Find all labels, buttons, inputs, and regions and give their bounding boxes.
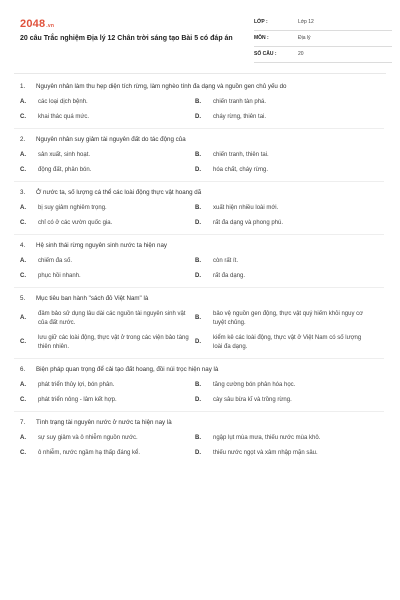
answer-letter: A.: [20, 315, 26, 321]
answer-options: [20, 381, 382, 405]
meta-value: Địa lý: [298, 35, 311, 41]
answer-text: bị suy giảm nghiêm trọng.: [38, 205, 107, 211]
answer-text: hóa chất, cháy rừng.: [213, 167, 269, 173]
answer-option[interactable]: [195, 434, 367, 443]
answer-option[interactable]: [20, 434, 192, 443]
question-item: [20, 82, 382, 129]
answer-text: phục hồi nhanh.: [38, 273, 81, 279]
answer-option[interactable]: [20, 151, 192, 160]
answer-letter: A.: [20, 99, 26, 105]
answer-option[interactable]: [20, 204, 192, 213]
answer-text: cháy rừng, thiên tai.: [213, 114, 267, 120]
question-number: 1.: [20, 83, 26, 90]
header-divider: [14, 73, 386, 74]
answer-text: chiến tranh tàn phá.: [213, 99, 267, 105]
answer-letter: B.: [195, 382, 201, 388]
answer-option[interactable]: [195, 219, 367, 228]
question-item: [20, 188, 382, 235]
answer-option[interactable]: [195, 449, 367, 458]
question-stem: [20, 82, 382, 92]
meta-row-class: [254, 16, 392, 31]
answer-option[interactable]: [20, 166, 192, 175]
answer-option[interactable]: [20, 381, 192, 390]
answer-text: ngập lụt mùa mưa, thiếu nước mùa khô.: [213, 435, 321, 441]
question-list: [20, 82, 382, 464]
answer-option[interactable]: [20, 219, 192, 228]
answer-options: [20, 98, 382, 122]
meta-info: [254, 16, 392, 64]
answer-text: còn rất ít.: [213, 258, 239, 264]
question-text: Biện pháp quan trọng để cải tạo đất hoang, đồi núi trọc hiện nay là: [36, 366, 219, 373]
question-number: 3.: [20, 189, 26, 196]
question-number: 7.: [20, 419, 26, 426]
answer-option[interactable]: [195, 166, 367, 175]
answer-letter: B.: [195, 258, 201, 264]
answer-letter: B.: [195, 315, 201, 321]
answer-text: kiểm kê các loài động, thực vật ở Việt Nam có số lượng loài đa dạng.: [213, 335, 362, 350]
meta-value: 20: [298, 51, 304, 57]
answer-options: [20, 310, 382, 352]
question-number: 6.: [20, 366, 26, 373]
answer-option[interactable]: [195, 204, 367, 213]
question-item: [20, 365, 382, 412]
answer-letter: D.: [195, 114, 201, 120]
question-number: 5.: [20, 295, 26, 302]
answer-letter: A.: [20, 205, 26, 211]
answer-letter: B.: [195, 99, 201, 105]
answer-text: khai thác quá mức.: [38, 114, 90, 120]
answer-text: phát triển nông - lâm kết hợp.: [38, 397, 117, 403]
answer-letter: A.: [20, 152, 26, 158]
question-item: [20, 241, 382, 288]
answer-option[interactable]: [195, 334, 367, 352]
answer-letter: A.: [20, 382, 26, 388]
question-number: 4.: [20, 242, 26, 249]
answer-letter: D.: [195, 397, 201, 403]
answer-text: ô nhiễm, nước ngầm hạ thấp đáng kể.: [38, 450, 141, 456]
answer-option[interactable]: [195, 257, 367, 266]
answer-text: cày sâu bừa kĩ và trồng rừng.: [213, 397, 292, 403]
answer-option[interactable]: [195, 310, 367, 328]
question-divider: [14, 181, 384, 182]
answer-options: [20, 204, 382, 228]
answer-letter: D.: [195, 273, 201, 279]
answer-letter: A.: [20, 435, 26, 441]
question-number: 2.: [20, 136, 26, 143]
question-divider: [14, 287, 384, 288]
answer-text: phát triển thủy lợi, bón phân.: [38, 382, 115, 388]
answer-letter: B.: [195, 152, 201, 158]
answer-option[interactable]: [20, 449, 192, 458]
answer-letter: D.: [195, 220, 201, 226]
answer-text: các loại dịch bệnh.: [38, 99, 88, 105]
site-logo[interactable]: [20, 18, 54, 30]
answer-text: rất đa dạng và phong phú.: [213, 220, 284, 226]
answer-text: thiếu nước ngọt và xâm nhập mặn sâu.: [213, 450, 318, 456]
answer-letter: C.: [20, 339, 26, 345]
question-stem: [20, 135, 382, 145]
document-header: [14, 16, 386, 70]
answer-letter: D.: [195, 167, 201, 173]
answer-letter: A.: [20, 258, 26, 264]
question-text: Hệ sinh thái rừng nguyên sinh nước ta hiện nay: [36, 242, 168, 249]
answer-letter: D.: [195, 450, 201, 456]
question-stem: [20, 188, 382, 198]
question-divider: [14, 358, 384, 359]
answer-option[interactable]: [20, 98, 192, 107]
logo-text: 2048: [20, 18, 46, 30]
answer-option[interactable]: [195, 396, 367, 405]
answer-option[interactable]: [195, 272, 367, 281]
question-divider: [14, 411, 384, 412]
question-text: Nguyên nhân làm thu hẹp diện tích rừng, làm nghèo tính đa dạng và nguồn gen chủ yếu do: [36, 83, 287, 90]
answer-text: rất đa dạng.: [213, 273, 246, 279]
question-item: [20, 418, 382, 458]
answer-text: chiếm đa số.: [38, 258, 73, 264]
question-text: Mục tiêu ban hành "sách đỏ Việt Nam" là: [36, 295, 149, 302]
answer-options: [20, 434, 382, 458]
answer-letter: C.: [20, 450, 26, 456]
answer-options: [20, 257, 382, 281]
question-text: Tình trạng tài nguyên nước ở nước ta hiện nay là: [36, 419, 172, 426]
answer-text: sự suy giảm và ô nhiễm nguồn nước.: [38, 435, 138, 441]
answer-letter: C.: [20, 273, 26, 279]
answer-option[interactable]: [195, 381, 367, 390]
meta-label: MÔN :: [254, 35, 269, 41]
answer-letter: C.: [20, 397, 26, 403]
answer-option[interactable]: [20, 310, 192, 328]
answer-option[interactable]: [195, 113, 367, 122]
answer-option[interactable]: [20, 396, 192, 405]
meta-row-count: [254, 48, 392, 63]
answer-text: chỉ có ở các vườn quốc gia.: [38, 220, 113, 226]
answer-text: chiến tranh, thiên tai.: [213, 152, 269, 158]
answer-text: tăng cường bón phân hóa học.: [213, 382, 296, 388]
question-stem: [20, 418, 382, 428]
question-stem: [20, 241, 382, 251]
question-stem: [20, 365, 382, 375]
answer-text: lưu giữ các loài động, thực vật ở trong các viện bảo tàng thiên nhiên.: [38, 335, 189, 350]
answer-option[interactable]: [20, 113, 192, 122]
meta-value: Lớp 12: [298, 19, 314, 25]
answer-option[interactable]: [195, 151, 367, 160]
question-text: Nguyên nhân suy giảm tài nguyên đất do tác động của: [36, 136, 186, 143]
answer-letter: C.: [20, 167, 26, 173]
question-item: [20, 294, 382, 359]
document-title: 20 câu Trắc nghiệm Địa lý 12 Chân trời sáng tạo Bài 5 có đáp án: [20, 35, 233, 42]
question-divider: [14, 128, 384, 129]
answer-text: bảo vệ nguồn gen động, thực vật quý hiếm khỏi nguy cơ tuyệt chủng.: [213, 311, 364, 326]
answer-letter: C.: [20, 114, 26, 120]
question-text: Ở nước ta, số lượng cá thể các loài động thực vật hoang dã: [36, 189, 202, 196]
answer-letter: B.: [195, 435, 201, 441]
answer-text: động đất, phân bón.: [38, 167, 92, 173]
question-divider: [14, 234, 384, 235]
answer-text: sản xuất, sinh hoạt.: [38, 152, 91, 158]
answer-letter: C.: [20, 220, 26, 226]
answer-text: xuất hiện nhiều loài mới.: [213, 205, 279, 211]
answer-options: [20, 151, 382, 175]
meta-row-subject: [254, 32, 392, 47]
answer-option[interactable]: [20, 257, 192, 266]
question-item: [20, 135, 382, 182]
answer-letter: D.: [195, 339, 201, 345]
logo-suffix: .vn: [46, 23, 55, 29]
answer-text: đảm bảo sử dụng lâu dài các nguồn tài nguyên sinh vật của đất nước.: [38, 311, 186, 326]
meta-label: LỚP :: [254, 19, 268, 25]
meta-label: SỐ CÂU :: [254, 51, 277, 57]
question-stem: [20, 294, 382, 304]
answer-option[interactable]: [195, 98, 367, 107]
answer-option[interactable]: [20, 334, 192, 352]
answer-option[interactable]: [20, 272, 192, 281]
answer-letter: B.: [195, 205, 201, 211]
